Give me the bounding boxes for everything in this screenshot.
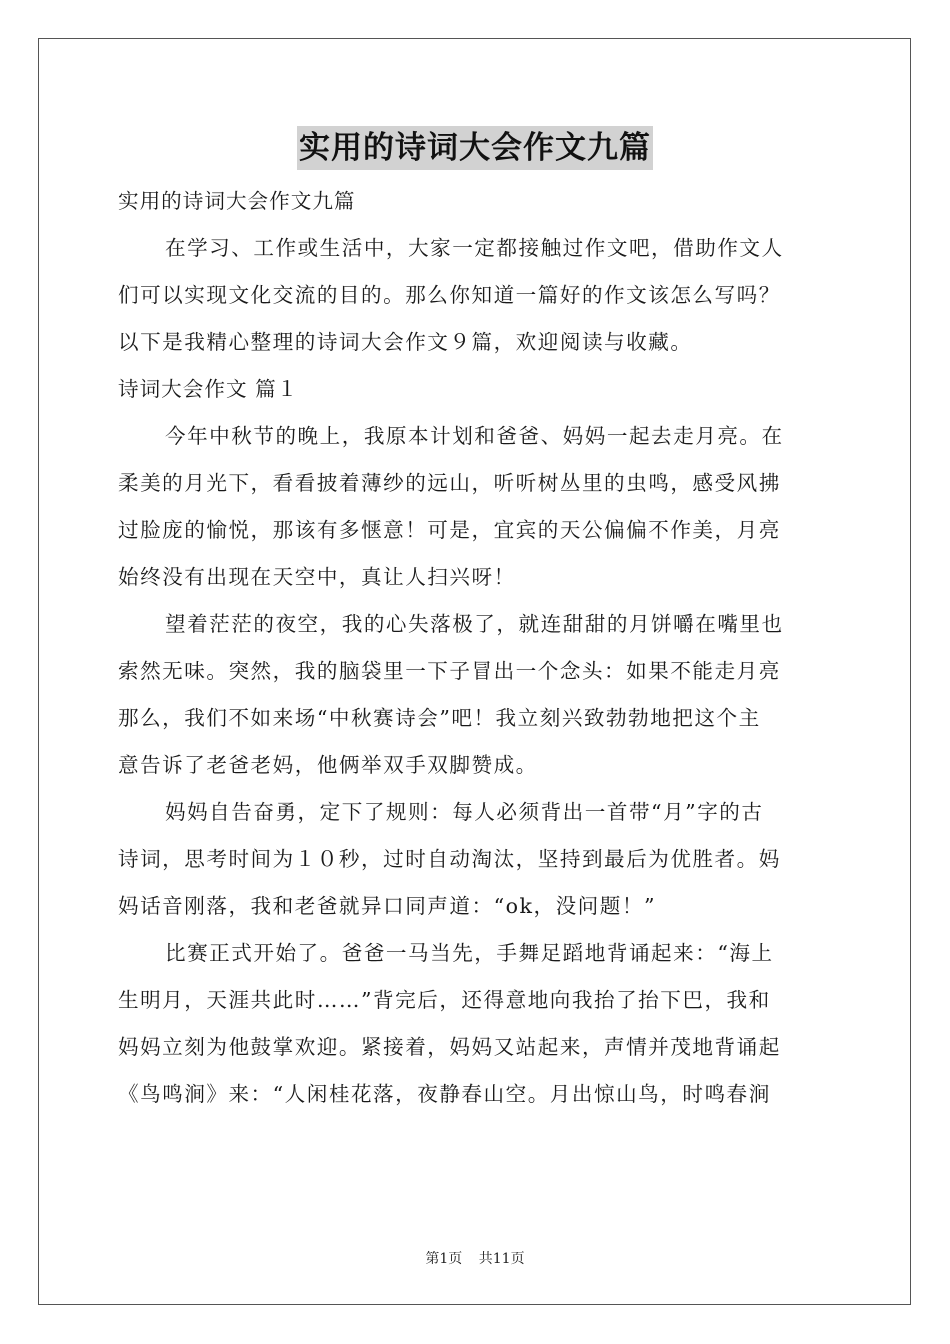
paragraph-line: 望着茫茫的夜空，我的心失落极了，就连甜甜的月饼嚼在嘴里也 bbox=[165, 612, 784, 636]
title-container bbox=[0, 126, 950, 170]
body-paragraph bbox=[118, 789, 834, 930]
paragraph-line: 柔美的月光下，看看披着薄纱的远山，听听树丛里的虫鸣，感受风拂 bbox=[118, 471, 781, 495]
paragraph-line: 诗词，思考时间为１０秒，过时自动淘汰，坚持到最后为优胜者。妈 bbox=[118, 847, 781, 871]
paragraph-line: 妈妈立刻为他鼓掌欢迎。紧接着，妈妈又站起来，声情并茂地背诵起 bbox=[118, 1035, 781, 1059]
document-title: 实用的诗词大会作文九篇 bbox=[297, 126, 653, 170]
paragraph-line: 生明月，天涯共此时……”背完后，还得意地向我抬了抬下巴，我和 bbox=[118, 988, 771, 1012]
paragraph-line: 过脸庞的愉悦，那该有多惬意！可是，宜宾的天公偏偏不作美，月亮 bbox=[118, 518, 781, 542]
paragraph-line: 妈妈自告奋勇，定下了规则：每人必须背出一首带“月”字的古 bbox=[165, 800, 764, 824]
paragraph-line: 比赛正式开始了。爸爸一马当先，手舞足蹈地背诵起来：“海上 bbox=[165, 941, 774, 965]
paragraph-line: 在学习、工作或生活中，大家一定都接触过作文吧，借助作文人 bbox=[165, 236, 784, 260]
paragraph-line: 意告诉了老爸老妈，他俩举双手双脚赞成。 bbox=[118, 753, 538, 777]
paragraph-line: 索然无味。突然，我的脑袋里一下子冒出一个念头：如果不能走月亮 bbox=[118, 659, 781, 683]
document-subtitle: 实用的诗词大会作文九篇 bbox=[118, 189, 356, 213]
section-heading: 诗词大会作文 篇１ bbox=[118, 377, 299, 401]
body-paragraph bbox=[118, 930, 834, 1118]
body-paragraph bbox=[118, 413, 834, 601]
paragraph-line: 们可以实现文化交流的目的。那么你知道一篇好的作文该怎么写吗？ bbox=[118, 283, 781, 307]
paragraph-line: 以下是我精心整理的诗词大会作文９篇，欢迎阅读与收藏。 bbox=[118, 330, 693, 354]
paragraph-line: 始终没有出现在天空中，真让人扫兴呀！ bbox=[118, 565, 516, 589]
paragraph-line: 妈话音刚落，我和老爸就异口同声道：“ok，没问题！” bbox=[118, 894, 656, 918]
page-number: 第1页 bbox=[425, 1251, 463, 1267]
document-body bbox=[118, 178, 834, 1118]
intro-paragraph bbox=[118, 225, 834, 366]
paragraph-line: 《鸟鸣涧》来：“人闲桂花落，夜静春山空。月出惊山鸟，时鸣春涧 bbox=[118, 1082, 771, 1106]
page-footer bbox=[0, 1248, 950, 1268]
paragraph-line: 那么，我们不如来场“中秋赛诗会”吧！我立刻兴致勃勃地把这个主 bbox=[118, 706, 761, 730]
body-paragraph bbox=[118, 601, 834, 789]
page-total: 共11页 bbox=[478, 1251, 525, 1267]
paragraph-line: 今年中秋节的晚上，我原本计划和爸爸、妈妈一起去走月亮。在 bbox=[165, 424, 784, 448]
